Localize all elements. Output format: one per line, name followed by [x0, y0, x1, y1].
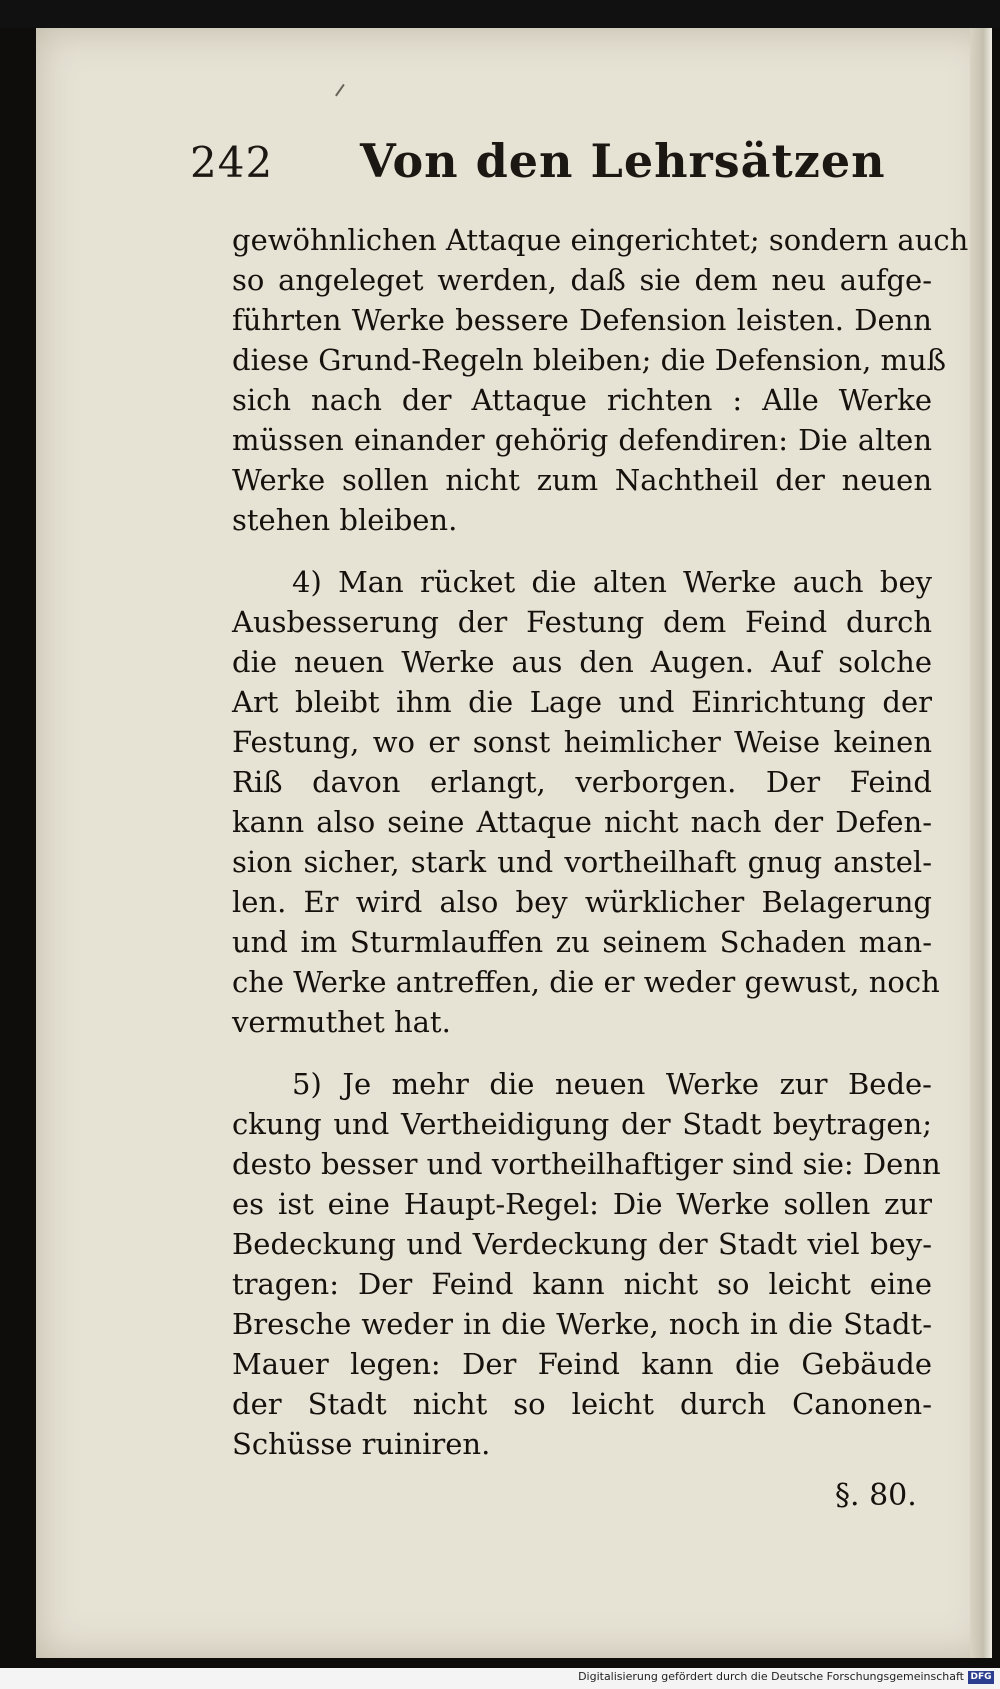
running-title: Von den Lehrsätzen: [360, 134, 886, 188]
text-line: che Werke antreffen, die er weder gewust, noch: [232, 965, 940, 999]
text-line: führten Werke bessere Defension leisten. Denn: [232, 303, 932, 337]
text-line: desto besser und vortheilhaftiger sind sie: Denn: [232, 1147, 941, 1181]
page-header: [190, 130, 950, 200]
text-line: 5) Je mehr die neuen Werke zur Bede-: [292, 1067, 932, 1101]
text-line: und im Sturmlauffen zu seinem Schaden man-: [232, 925, 932, 959]
text-line: tragen: Der Feind kann nicht so leicht eine: [232, 1267, 932, 1301]
text-line: Werke sollen nicht zum Nachtheil der neuen: [232, 463, 932, 497]
text-line: Bresche weder in die Werke, noch in die Stadt-: [232, 1307, 932, 1341]
text-line: Bedeckung und Verdeckung der Stadt viel bey-: [232, 1227, 932, 1261]
text-line: sich nach der Attaque richten : Alle Werke: [232, 383, 932, 417]
paragraph-2: [232, 562, 940, 1042]
text-line: der Stadt nicht so leicht durch Canonen-: [232, 1387, 932, 1421]
paragraph-1: [232, 220, 969, 540]
catchword: §. 80.: [835, 1478, 917, 1513]
page-edge: [970, 28, 992, 1658]
text-line: so angeleget werden, daß sie dem neu aufge-: [232, 263, 932, 297]
text-line: Schüsse ruiniren.: [232, 1427, 491, 1461]
text-line: sion sicher, stark und vortheilhaft gnug anstel-: [232, 845, 932, 879]
text-line: gewöhnlichen Attaque eingerichtet; sondern auch: [232, 223, 969, 257]
text-line: vermuthet hat.: [232, 1005, 451, 1039]
scan-background-top: [0, 0, 1000, 28]
text-line: müssen einander gehörig defendiren: Die alten: [232, 423, 932, 457]
text-line: Riß davon erlangt, verborgen. Der Feind: [232, 765, 932, 799]
digitization-footer: [0, 1668, 1000, 1689]
text-line: ckung und Vertheidigung der Stadt beytragen;: [232, 1107, 932, 1141]
paragraph-3: [232, 1064, 941, 1464]
text-line: 4) Man rücket die alten Werke auch bey: [292, 565, 932, 599]
text-line: die neuen Werke aus den Augen. Auf solche: [232, 645, 932, 679]
text-line: Art bleibt ihm die Lage und Einrichtung der: [232, 685, 932, 719]
text-line: stehen bleiben.: [232, 503, 458, 537]
page-number: 242: [190, 138, 274, 187]
text-line: kann also seine Attaque nicht nach der Defen-: [232, 805, 932, 839]
text-line: Ausbesserung der Festung dem Feind durch: [232, 605, 932, 639]
page-body: [232, 220, 969, 1464]
text-line: len. Er wird also bey würklicher Belagerung: [232, 885, 932, 919]
text-line: diese Grund-Regeln bleiben; die Defension, muß: [232, 343, 947, 377]
text-line: Mauer legen: Der Feind kann die Gebäude: [232, 1347, 932, 1381]
funding-credit: Digitalisierung gefördert durch die Deutsche Forschungsgemeinschaft: [578, 1670, 964, 1683]
dfg-logo: DFG: [968, 1671, 994, 1684]
text-line: Festung, wo er sonst heimlicher Weise keinen: [232, 725, 932, 759]
text-line: es ist eine Haupt-Regel: Die Werke sollen zur: [232, 1187, 932, 1221]
